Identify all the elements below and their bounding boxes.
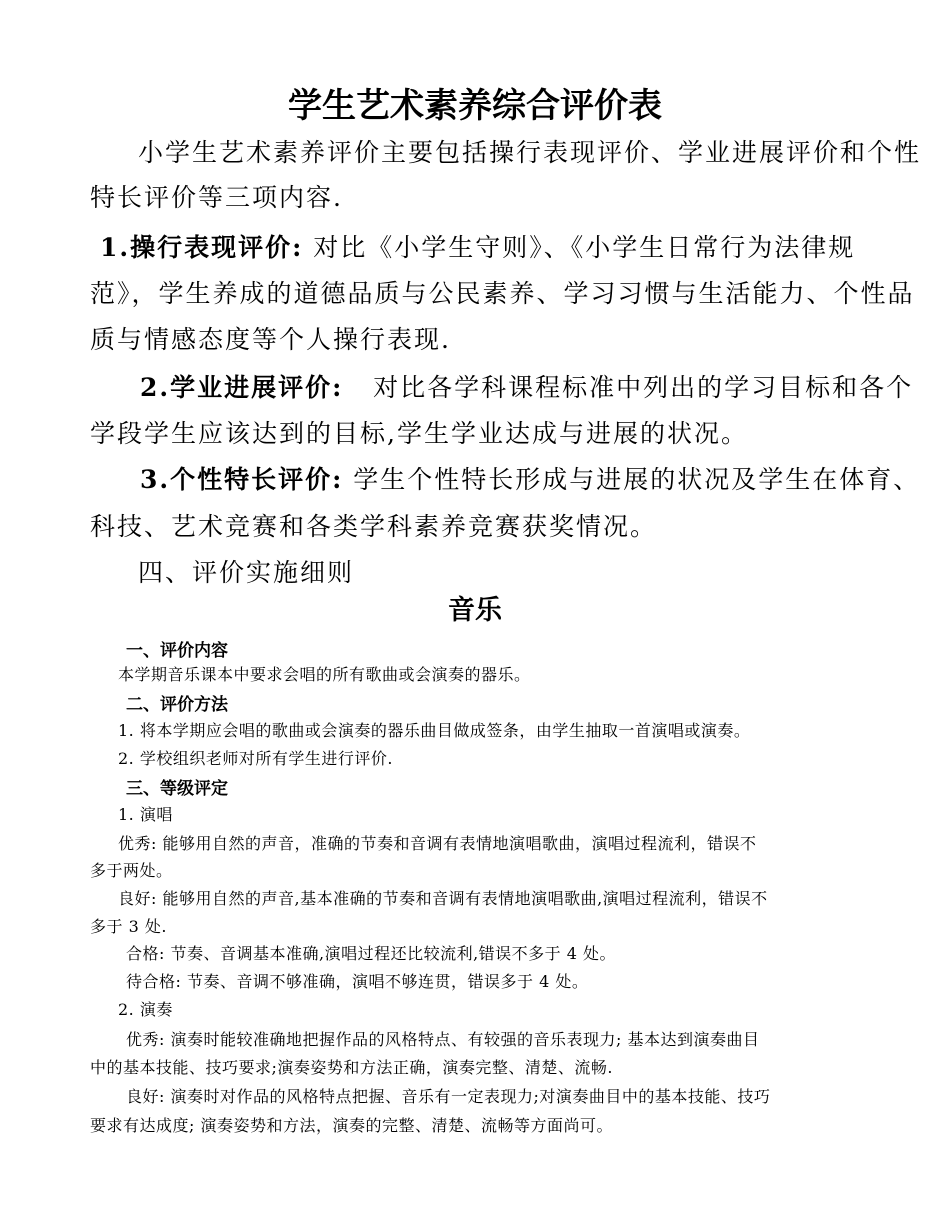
item-1-text: 对比《小学生守则》、《小学生日常行为法律规 [303,233,856,262]
item-2-line-2: 学段学生应该达到的目标,学生学业达成与进展的状况。 [90,419,748,448]
sing-excellent-2: 多于两处。 [90,861,173,880]
play-heading: 2. 演奏 [118,1000,173,1019]
item-3-line-2: 科技、艺术竞赛和各类学科素养竞赛获奖情况。 [90,512,658,541]
item-2-text: 对比各学科课程标准中列出的学习目标和各个 [343,373,914,402]
sing-excellent-1: 优秀: 能够用自然的声音，准确的节奏和音调有表情地演唱歌曲，演唱过程流利，错误不 [118,834,757,853]
item-1-line-1 [100,228,950,264]
section-4-heading: 四、评价实施细则 [138,558,355,587]
grade-heading: 三、等级评定 [126,779,228,799]
intro-line-2: 特长评价等三项内容. [90,183,343,212]
content-text: 本学期音乐课本中要求会唱的所有歌曲或会演奏的器乐。 [118,665,531,684]
item-3-line-1 [140,460,950,496]
method-2: 2. 学校组织老师对所有学生进行评价. [118,749,393,768]
item-1-line-3: 质与情感态度等个人操行表现. [90,325,451,354]
page-title: 学生艺术素养综合评价表 [288,86,662,126]
play-excellent-1: 优秀: 演奏时能较准确地把握作品的风格特点、有较强的音乐表现力; 基本达到演奏曲目 [126,1030,760,1049]
content-heading: 一、评价内容 [126,641,228,661]
play-excellent-2: 中的基本技能、技巧要求;演奏姿势和方法正确，演奏完整、清楚、流畅. [90,1058,613,1077]
sing-good-2: 多于 3 处. [90,917,167,936]
intro-line-1: 小学生艺术素养评价主要包括操行表现评价、学业进展评价和个性 [138,138,922,167]
method-1: 1. 将本学期应会唱的歌曲或会演奏的器乐曲目做成签条，由学生抽取一首演唱或演奏。 [118,721,751,740]
play-good-1: 良好: 演奏时对作品的风格特点把握、音乐有一定表现力;对演奏曲目中的基本技能、技巧 [126,1087,771,1106]
item-2-label: 2.学业进展评价: [140,373,344,402]
item-3-label: 3.个性特长评价: [140,465,344,494]
item-3-text: 学生个性特长形成与进展的状况及学生在体育、 [343,465,921,494]
item-1-label: 1.操行表现评价: [100,233,304,262]
play-good-2: 要求有达成度; 演奏姿势和方法，演奏的完整、清楚、流畅等方面尚可。 [90,1116,613,1135]
sing-pass: 合格: 节奏、音调基本准确,演唱过程还比较流利,错误不多于 4 处。 [126,944,617,963]
item-2-line-1 [140,368,950,404]
item-1-line-2: 范》，学生养成的道德品质与公民素养、学习习惯与生活能力、个性品 [90,279,915,308]
method-heading: 二、评价方法 [126,695,228,715]
singing-heading: 1. 演唱 [118,805,173,824]
music-heading: 音乐 [448,595,502,626]
sing-good-1: 良好: 能够用自然的声音,基本准确的节奏和音调有表情地演唱歌曲,演唱过程流利，错误不 [118,889,768,908]
sing-fail: 待合格: 节奏、音调不够准确，演唱不够连贯，错误多于 4 处。 [126,972,589,991]
